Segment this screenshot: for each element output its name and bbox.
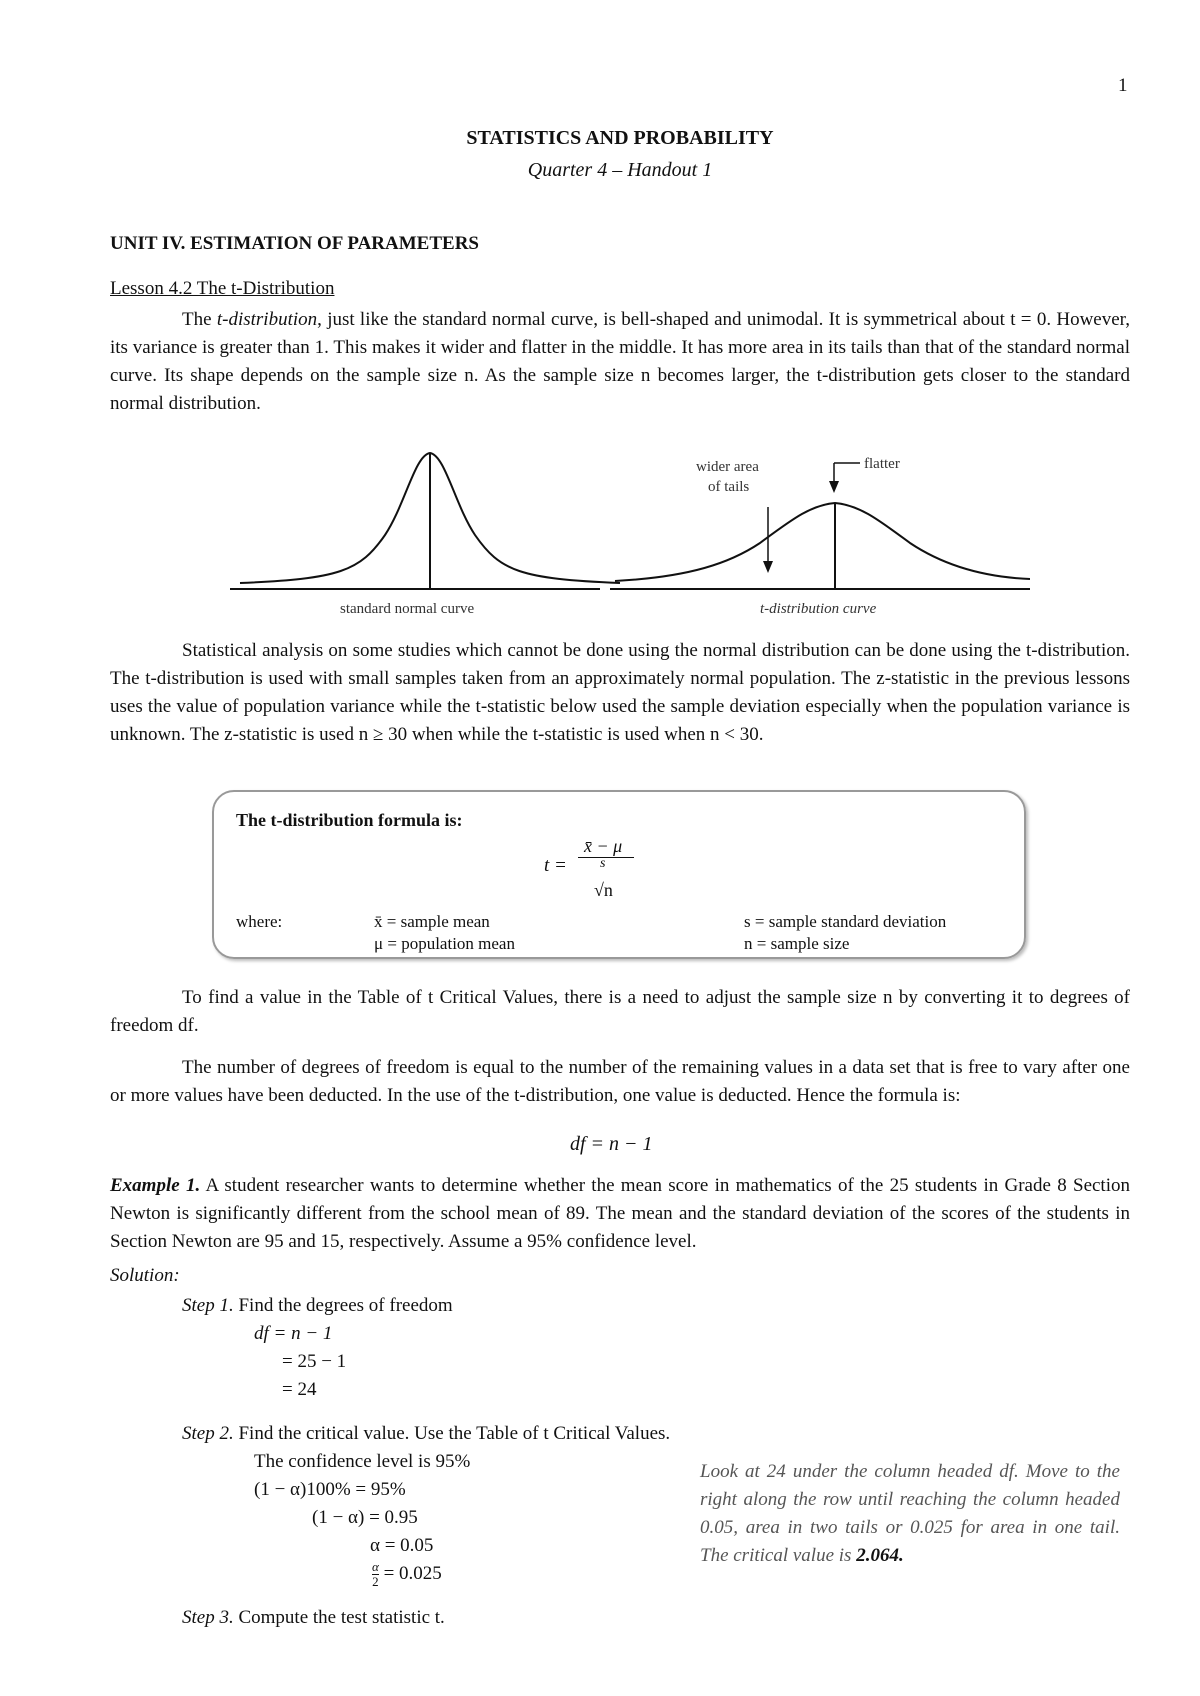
note-critical-value: 2.064. bbox=[856, 1545, 904, 1566]
step1-line1: df = n − 1 bbox=[254, 1323, 333, 1344]
lesson-heading: Lesson 4.2 The t-Distribution bbox=[110, 278, 335, 299]
step2-line1: The confidence level is 95% bbox=[254, 1451, 471, 1472]
formula-heading: The t-distribution formula is: bbox=[236, 810, 463, 830]
step2-label: Step 2. bbox=[182, 1423, 234, 1444]
step2-line4: α = 0.05 bbox=[370, 1535, 434, 1556]
step2-line5 bbox=[372, 1560, 442, 1589]
document-subtitle: Quarter 4 – Handout 1 bbox=[527, 159, 713, 181]
alpha-den: 2 bbox=[372, 1574, 379, 1590]
formula-box bbox=[212, 790, 1026, 959]
step2-line2: (1 − α)100% = 95% bbox=[254, 1479, 406, 1500]
critical-value-note bbox=[700, 1458, 1120, 1570]
formula-t-eq: t = bbox=[544, 855, 567, 876]
step1-line2: = 25 − 1 bbox=[282, 1351, 347, 1372]
def-n: n = sample size bbox=[744, 934, 850, 953]
label-tails-2: of tails bbox=[708, 479, 750, 495]
label-tails-1: wider area bbox=[696, 459, 759, 475]
flatter-arrow-head bbox=[829, 481, 839, 493]
paragraph-t-usage: Statistical analysis on some studies which cannot be done using the normal distribution can be done using the t-distribution. The t-distribution is used with small samples taken from an approximately normal population. The z-statistic in the previous lessons uses the value of population variance while the t-statistic below used the sample deviation especially when the population variance is unknown. The z-statistic is used n ≥ 30 when while the t-statistic is used when n < 30. bbox=[110, 640, 1130, 745]
step3-label: Step 3. bbox=[182, 1607, 234, 1628]
left-caption: standard normal curve bbox=[340, 601, 475, 617]
def-mu: μ = population mean bbox=[374, 934, 515, 953]
right-caption: t-distribution curve bbox=[760, 601, 877, 617]
document-title: STATISTICS AND PROBABILITY bbox=[466, 127, 774, 149]
distribution-figure bbox=[230, 445, 1030, 625]
alpha-num: α bbox=[372, 1559, 379, 1575]
formula-denominator-sqrt: √n bbox=[594, 880, 613, 900]
intro-term: t-distribution bbox=[216, 309, 318, 330]
formula-denominator-s: s bbox=[600, 856, 606, 871]
step1-heading bbox=[182, 1292, 453, 1320]
step2-line3: (1 − α) = 0.95 bbox=[312, 1507, 418, 1528]
def-s: s = sample standard deviation bbox=[744, 912, 947, 931]
step3-text: Compute the test statistic t. bbox=[233, 1607, 445, 1628]
step1-label: Step 1. bbox=[182, 1295, 234, 1316]
formula-where: where: bbox=[236, 912, 283, 931]
formula-fraction-bar bbox=[578, 857, 634, 858]
formula-numerator: x̄ − μ bbox=[584, 836, 623, 856]
step1-text: Find the degrees of freedom bbox=[233, 1295, 453, 1316]
note-text: Look at 24 under the column headed df. Move to the right along the row until reaching the column headed 0.05, area in two tails or 0.025 for area in one tail. The critical value is bbox=[700, 1461, 1120, 1566]
intro-paragraph bbox=[110, 306, 1130, 418]
intro-text-b: , just like the standard normal curve, is bell-shaped and unimodal. It is symmetrical about t = 0. However, its variance is greater than 1. This makes it wider and flatter in the middle. It has more area in its tails than that of the standard normal curve. Its shape depends on the sample size n. As the sample size n becomes larger, the t-distribution gets closer to the standard normal distribution. bbox=[110, 309, 1130, 414]
df-formula: df = n − 1 bbox=[570, 1133, 653, 1155]
solution-label: Solution: bbox=[110, 1265, 180, 1286]
step2-heading bbox=[182, 1420, 670, 1448]
step1-line3: = 24 bbox=[282, 1379, 317, 1400]
example-paragraph bbox=[110, 1172, 1130, 1256]
paragraph-critical-values: To find a value in the Table of t Critical Values, there is a need to adjust the sample size n by converting it to degrees of freedom df. bbox=[110, 987, 1130, 1036]
step3-heading bbox=[182, 1604, 445, 1632]
page-number: 1 bbox=[1118, 75, 1128, 96]
example-label: Example 1. bbox=[110, 1175, 201, 1196]
alpha-half-value: = 0.025 bbox=[383, 1563, 442, 1584]
label-flatter: flatter bbox=[864, 456, 900, 472]
t-distribution-curve bbox=[615, 503, 1030, 581]
t-formula bbox=[544, 832, 694, 910]
paragraph-degrees-freedom: The number of degrees of freedom is equal to the number of the remaining values in a data set that is free to vary after one or more values have been deducted. In the use of the t-distribution, one value is deducted. Hence the formula is: bbox=[110, 1057, 1130, 1106]
tails-arrow-head bbox=[763, 561, 773, 573]
handout-page bbox=[110, 0, 1130, 1696]
example-text: A student researcher wants to determine whether the mean score in mathematics of the 25 students in Grade 8 Section Newton is significantly different from the school mean of 89. The mean and the standard deviation of the scores of the students in Section Newton are 95 and 15, respectively. Assume a 95% confidence level. bbox=[110, 1175, 1130, 1252]
def-xbar: x̄ = sample mean bbox=[374, 912, 490, 931]
step2-text: Find the critical value. Use the Table of t Critical Values. bbox=[233, 1423, 671, 1444]
unit-heading: UNIT IV. ESTIMATION OF PARAMETERS bbox=[110, 233, 479, 254]
alpha-over-two bbox=[372, 1560, 379, 1589]
intro-text-a: The bbox=[182, 309, 217, 330]
